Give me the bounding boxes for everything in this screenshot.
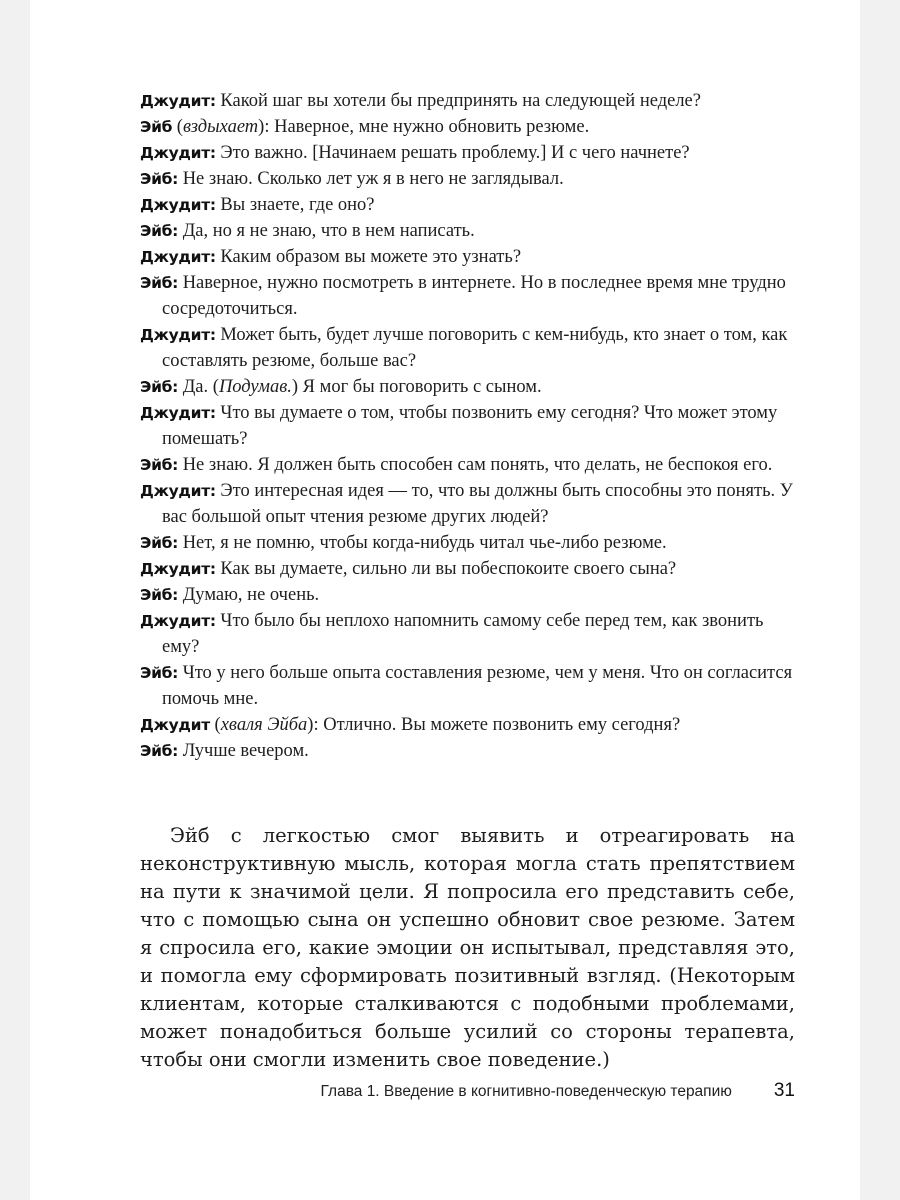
speaker-label: Джудит xyxy=(140,716,210,734)
dialogue-line xyxy=(140,478,795,530)
line-text: Что вы думаете о том, чтобы позвонить ему сегодня? Что может этому помешать? xyxy=(162,403,778,449)
speaker-label: Эйб: xyxy=(140,170,179,188)
speaker-label: Эйб: xyxy=(140,664,179,682)
dialogue-line xyxy=(140,452,795,478)
speaker-label: Эйб: xyxy=(140,534,179,552)
speaker-label: Джудит: xyxy=(140,144,216,162)
speaker-label: Джудит: xyxy=(140,326,216,344)
stage-note: хваля Эйба xyxy=(220,715,308,735)
dialogue-line xyxy=(140,218,795,244)
dialogue-line xyxy=(140,712,795,738)
line-text: Вы знаете, где оно? xyxy=(215,195,375,215)
line-text: ): Наверное, мне нужно обновить резюме. xyxy=(258,117,590,137)
line-text: Какой шаг вы хотели бы предпринять на следующей неделе? xyxy=(215,91,701,111)
stage-note: вздыхает xyxy=(182,117,259,137)
line-text: Это важно. [Начинаем решать проблему.] И с чего начнете? xyxy=(215,143,690,163)
speaker-label: Джудит: xyxy=(140,404,216,422)
dialogue-block xyxy=(140,88,795,764)
line-text: ): Отлично. Вы можете позвонить ему сегодня? xyxy=(307,715,681,735)
speaker-label: Джудит: xyxy=(140,560,216,578)
dialogue-line xyxy=(140,140,795,166)
line-text: Что у него больше опыта составления резюме, чем у меня. Что он согласится помочь мне. xyxy=(162,663,793,709)
line-text: ) Я мог бы поговорить с сыном. xyxy=(291,377,542,397)
speaker-label: Джудит: xyxy=(140,482,216,500)
line-text: Как вы думаете, сильно ли вы побеспокоите своего сына? xyxy=(215,559,677,579)
dialogue-line xyxy=(140,166,795,192)
dialogue-line xyxy=(140,400,795,452)
line-text: Не знаю. Сколько лет уж я в него не заглядывал. xyxy=(178,169,564,189)
stage-note: Подумав. xyxy=(218,377,292,397)
line-text: Что было бы неплохо напомнить самому себе перед тем, как звонить ему? xyxy=(162,611,764,657)
dialogue-line xyxy=(140,582,795,608)
line-text: ( xyxy=(172,117,183,137)
dialogue-line xyxy=(140,608,795,660)
page-number: 31 xyxy=(773,1080,795,1101)
dialogue-line xyxy=(140,114,795,140)
dialogue-line xyxy=(140,88,795,114)
dialogue-line xyxy=(140,192,795,218)
line-text: Нет, я не помню, чтобы когда-нибудь читал чье-либо резюме. xyxy=(178,533,667,553)
line-text: Наверное, нужно посмотреть в интернете. Но в последнее время мне трудно сосредоточиться. xyxy=(162,273,786,319)
book-page xyxy=(30,0,860,1200)
line-text: Да, но я не знаю, что в нем написать. xyxy=(178,221,475,241)
running-footer-chapter: Глава 1. Введение в когнитивно-поведенческую терапию xyxy=(320,1083,732,1100)
speaker-label: Джудит: xyxy=(140,92,216,110)
line-text: ( xyxy=(209,715,221,735)
dialogue-line xyxy=(140,322,795,374)
speaker-label: Джудит: xyxy=(140,612,216,630)
narrative-paragraph: Эйб с легкостью смог выявить и отреагировать на неконструктивную мысль, которая могла стать препятствием на пути к значимой цели. Я попросила его представить себе, что с помощью сына он успешно обновит свое резюме. Затем я спросила его, какие эмоции он испытывал, представляя это, и помогла ему сформировать позитивный взгляд. (Некоторым клиентам, которые сталкиваются с подобными проблемами, может понадобиться больше усилий со стороны терапевта, чтобы они смогли изменить свое поведение.) xyxy=(140,824,795,1071)
line-text: Каким образом вы можете это узнать? xyxy=(215,247,522,267)
line-text: Лучше вечером. xyxy=(178,741,309,761)
speaker-label: Джудит: xyxy=(140,196,216,214)
dialogue-line xyxy=(140,244,795,270)
speaker-label: Джудит: xyxy=(140,248,216,266)
speaker-label: Эйб: xyxy=(140,456,179,474)
dialogue-line xyxy=(140,660,795,712)
line-text: Думаю, не очень. xyxy=(178,585,320,605)
line-text: Не знаю. Я должен быть способен сам понять, что делать, не беспокоя его. xyxy=(178,455,773,475)
speaker-label: Эйб xyxy=(140,118,173,136)
dialogue-line xyxy=(140,556,795,582)
dialogue-line xyxy=(140,530,795,556)
speaker-label: Эйб: xyxy=(140,274,179,292)
page-footer xyxy=(140,1080,795,1102)
speaker-label: Эйб: xyxy=(140,378,179,396)
dialogue-line xyxy=(140,374,795,400)
dialogue-line xyxy=(140,270,795,322)
line-text: Может быть, будет лучше поговорить с кем-нибудь, кто знает о том, как составлять резюме, больше вас? xyxy=(162,325,788,371)
speaker-label: Эйб: xyxy=(140,742,179,760)
speaker-label: Эйб: xyxy=(140,222,179,240)
speaker-label: Эйб: xyxy=(140,586,179,604)
line-text: Да. ( xyxy=(178,377,219,397)
line-text: Это интересная идея — то, что вы должны быть способны это понять. У вас большой опыт чтения резюме других людей? xyxy=(162,481,793,527)
dialogue-line xyxy=(140,738,795,764)
